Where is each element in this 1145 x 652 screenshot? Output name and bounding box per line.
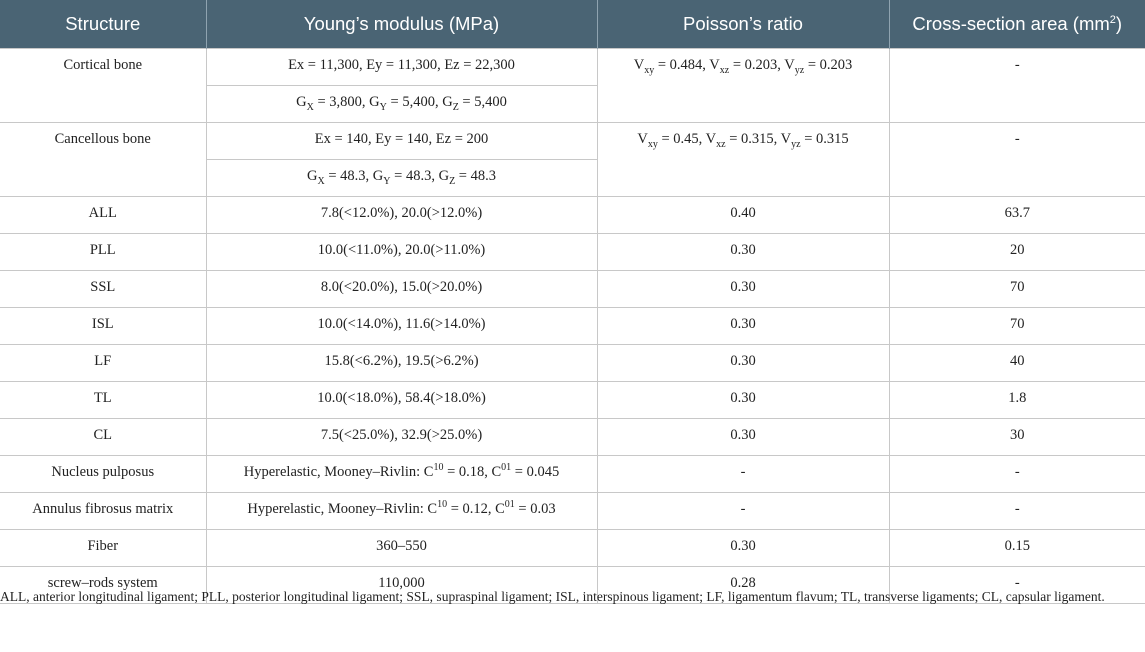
cell-poisson: - bbox=[597, 456, 889, 493]
cell-area: 30 bbox=[889, 419, 1145, 456]
cell-structure: LF bbox=[0, 345, 206, 382]
cell-area: 40 bbox=[889, 345, 1145, 382]
cell-area: 1.8 bbox=[889, 382, 1145, 419]
header-cross-section-area bbox=[889, 0, 1145, 49]
table-row bbox=[0, 308, 1145, 345]
cell-poisson: 0.30 bbox=[597, 530, 889, 567]
cell-area: 70 bbox=[889, 308, 1145, 345]
cell-poisson: 0.40 bbox=[597, 197, 889, 234]
cell-structure: SSL bbox=[0, 271, 206, 308]
cell-area: 20 bbox=[889, 234, 1145, 271]
table-row bbox=[0, 197, 1145, 234]
cell-poisson: 0.28 bbox=[597, 567, 889, 604]
cell-structure: Cancellous bone bbox=[0, 123, 206, 197]
cell-poisson: $V_{xy} = 0.484$, $V_{xz} = 0.203$, $V_{yz} = 0.203$ bbox=[597, 49, 889, 123]
cell-young: 10.0(<14.0%), 11.6(>14.0%) bbox=[206, 308, 597, 345]
cell-young: 10.0(<18.0%), 58.4(>18.0%) bbox=[206, 382, 597, 419]
cell-area: - bbox=[889, 567, 1145, 604]
cell-young: 7.8(<12.0%), 20.0(>12.0%) bbox=[206, 197, 597, 234]
cell-poisson: 0.30 bbox=[597, 234, 889, 271]
cell-poisson: 0.30 bbox=[597, 308, 889, 345]
cell-young-e: Ex = 140, Ey = 140, Ez = 200 bbox=[206, 123, 597, 160]
table-header bbox=[0, 0, 1145, 49]
cell-structure: Nucleus pulposus bbox=[0, 456, 206, 493]
cell-area: - bbox=[889, 493, 1145, 530]
cell-structure: ALL bbox=[0, 197, 206, 234]
header-area-text: Cross-section area (mm bbox=[912, 13, 1110, 34]
cell-structure: CL bbox=[0, 419, 206, 456]
cell-structure: Annulus fibrosus matrix bbox=[0, 493, 206, 530]
cell-structure: ISL bbox=[0, 308, 206, 345]
table-row bbox=[0, 345, 1145, 382]
cell-area: 0.15 bbox=[889, 530, 1145, 567]
table-row-fiber bbox=[0, 530, 1145, 567]
cell-young: Hyperelastic, Mooney–Rivlin: $C^{10} = 0.12$, $C^{01} = 0.03$ bbox=[206, 493, 597, 530]
cell-young-e: Ex = 11,300, Ey = 11,300, Ez = 22,300 bbox=[206, 49, 597, 86]
cell-young-g: $G_X = 48.3$, $G_Y = 48.3$, $G_Z = 48.3$ bbox=[206, 160, 597, 197]
header-youngs-modulus: Young’s modulus (MPa) bbox=[206, 0, 597, 49]
cell-young: 110,000 bbox=[206, 567, 597, 604]
cell-area: - bbox=[889, 123, 1145, 197]
cell-young: 15.8(<6.2%), 19.5(>6.2%) bbox=[206, 345, 597, 382]
cell-young: 10.0(<11.0%), 20.0(>11.0%) bbox=[206, 234, 597, 271]
table-footnote: ALL, anterior longitudinal ligament; PLL, posterior longitudinal ligament; SSL, supraspinal ligament; ISL, interspinous ligament; LF, ligamentum flavum; TL, transverse ligaments; CL, capsular ligament. bbox=[0, 589, 1105, 604]
table-row-nucleus-pulposus bbox=[0, 456, 1145, 493]
cell-young: 360–550 bbox=[206, 530, 597, 567]
cell-poisson: - bbox=[597, 493, 889, 530]
cell-area: - bbox=[889, 456, 1145, 493]
cell-structure: PLL bbox=[0, 234, 206, 271]
header-poissons-ratio: Poisson’s ratio bbox=[597, 0, 889, 49]
cell-area: 63.7 bbox=[889, 197, 1145, 234]
table-row bbox=[0, 234, 1145, 271]
header-structure: Structure bbox=[0, 0, 206, 49]
table-row-cancellous-bone bbox=[0, 123, 1145, 160]
cell-poisson: $V_{xy} = 0.45$, $V_{xz} = 0.315$, $V_{yz} = 0.315$ bbox=[597, 123, 889, 197]
table-row-cortical-bone bbox=[0, 49, 1145, 86]
table-row bbox=[0, 419, 1145, 456]
table-row bbox=[0, 382, 1145, 419]
cell-area: 70 bbox=[889, 271, 1145, 308]
cell-poisson: 0.30 bbox=[597, 271, 889, 308]
cell-structure: Fiber bbox=[0, 530, 206, 567]
cell-structure: Cortical bone bbox=[0, 49, 206, 123]
header-area-close: ) bbox=[1115, 13, 1123, 34]
cell-poisson: 0.30 bbox=[597, 345, 889, 382]
table-row-annulus-fibrosus bbox=[0, 493, 1145, 530]
cell-structure: screw–rods system bbox=[0, 567, 206, 604]
cell-young-g: $G_X = 3,800$, $G_Y = 5,400$, $G_Z = 5,400$ bbox=[206, 86, 597, 123]
cell-young: 7.5(<25.0%), 32.9(>25.0%) bbox=[206, 419, 597, 456]
cell-poisson: 0.30 bbox=[597, 419, 889, 456]
header-area-exponent: 2 bbox=[1109, 13, 1116, 26]
cell-area: - bbox=[889, 49, 1145, 123]
cell-structure: TL bbox=[0, 382, 206, 419]
cell-poisson: 0.30 bbox=[597, 382, 889, 419]
cell-young: 8.0(<20.0%), 15.0(>20.0%) bbox=[206, 271, 597, 308]
cell-young: Hyperelastic, Mooney–Rivlin: $C^{10} = 0.18$, $C^{01} = 0.045$ bbox=[206, 456, 597, 493]
table-row bbox=[0, 271, 1145, 308]
